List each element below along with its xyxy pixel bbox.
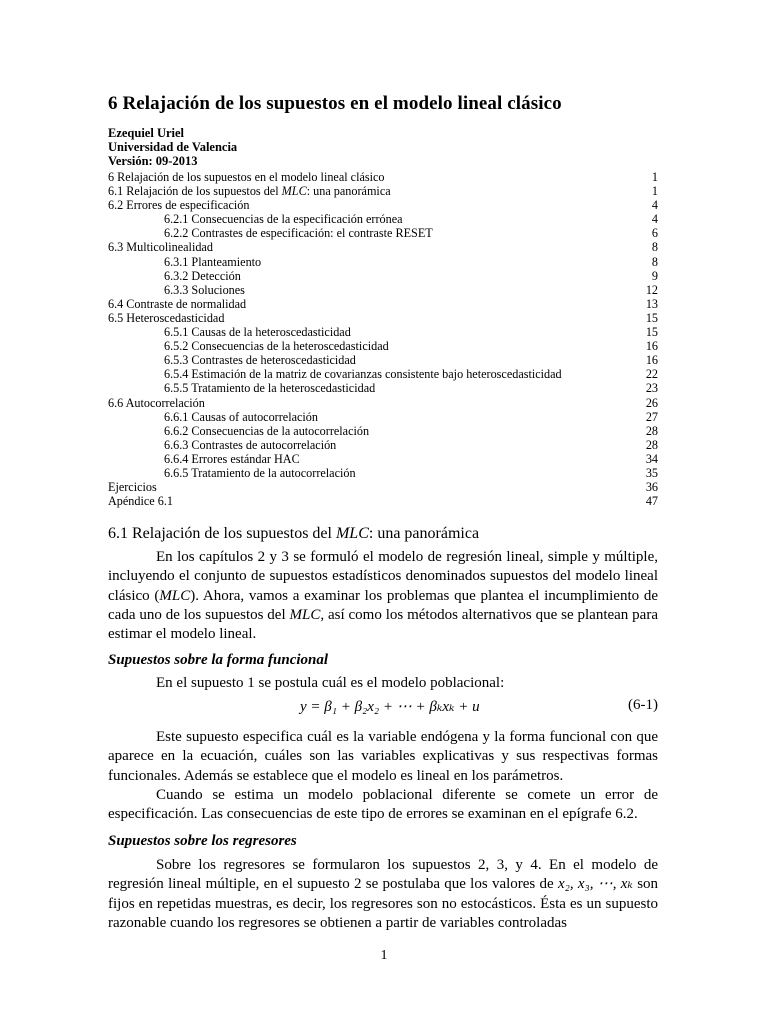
subheading-regressors: Supuestos sobre los regresores — [108, 833, 297, 849]
toc-entry-page: 4 — [651, 198, 658, 213]
toc-entry-label: 6.3 Multicolinealidad — [108, 240, 213, 255]
toc-entry-label: 6.4 Contraste de normalidad — [108, 296, 247, 311]
toc-entry[interactable] — [108, 410, 658, 424]
toc-entry[interactable] — [108, 339, 658, 353]
equation-number: (6-1) — [628, 697, 658, 713]
toc-entry-page: 28 — [645, 423, 658, 438]
toc-entry-page: 22 — [645, 367, 658, 382]
toc-entry-label: 6.6.3 Contrastes de autocorrelación — [164, 437, 337, 452]
toc-entry[interactable] — [108, 396, 658, 410]
toc-entry-label: 6.6.4 Errores estándar HAC — [164, 451, 300, 466]
toc-entry-label: 6.5.2 Consecuencias de la heteroscedasticidad — [164, 339, 389, 354]
toc-entry-page: 16 — [645, 353, 658, 368]
toc-entry-label: 6.2.2 Contrastes de especificación: el contraste RESET — [164, 226, 433, 241]
toc-entry[interactable] — [108, 311, 658, 325]
paragraph-spec-error: Cuando se estima un modelo poblacional diferente se comete un error de especificación. Las consecuencias de este tipo de errores se examinan en el epígrafe 6.2. — [108, 787, 658, 823]
toc-entry[interactable] — [108, 480, 658, 494]
equation-6-1 — [108, 697, 658, 717]
toc-entry-page: 4 — [651, 212, 658, 227]
section-heading: 6.1 Relajación de los supuestos del MLC: una panorámica — [108, 525, 480, 542]
toc-entry-label: 6.5.3 Contrastes de heteroscedasticidad — [164, 353, 356, 368]
toc-entry-label: 6.5.4 Estimación de la matriz de covarianzas consistente bajo heteroscedasticidad — [164, 367, 562, 382]
toc-entry-label: 6.6 Autocorrelación — [108, 395, 205, 410]
toc-entry-label: 6.5 Heteroscedasticidad — [108, 310, 225, 325]
toc-entry[interactable] — [108, 494, 658, 508]
toc-entry-page: 47 — [645, 494, 658, 509]
toc-entry[interactable] — [108, 353, 658, 367]
toc-entry-label: 6.6.2 Consecuencias de la autocorrelación — [164, 423, 370, 438]
toc-entry-page: 9 — [651, 268, 658, 283]
toc-entry-page: 6 — [651, 226, 658, 241]
toc-entry-label: Ejercicios — [108, 480, 157, 495]
toc-entry-label: 6.3.1 Planteamiento — [164, 254, 262, 269]
toc-entry-label: 6 Relajación de los supuestos en el modelo lineal clásico — [108, 170, 385, 184]
toc-entry-page: 15 — [645, 310, 658, 325]
toc-entry-page: 26 — [645, 395, 658, 410]
inline-math-regressors: x₂, x₃, ⋯, xₖ — [557, 876, 633, 893]
toc-entry-label: 6.3.2 Detección — [164, 268, 241, 283]
toc-entry-page: 36 — [645, 480, 658, 495]
toc-entry-page: 13 — [645, 296, 658, 311]
toc-entry-label: 6.2.1 Consecuencias de la especificación errónea — [164, 212, 403, 227]
page-number: 1 — [380, 948, 388, 963]
toc-entry-label: 6.5.1 Causas de la heteroscedasticidad — [164, 325, 351, 340]
toc-entry-page: 8 — [651, 240, 658, 255]
toc-entry-label: 6.2 Errores de especificación — [108, 198, 250, 213]
toc-entry-label: 6.3.3 Soluciones — [164, 282, 245, 297]
toc-entry-page: 34 — [645, 451, 658, 466]
intro-paragraph: En los capítulos 2 y 3 se formuló el modelo de regresión lineal, simple y múltiple, incluyendo el conjunto de supuestos estadísticos denominados supuestos del modelo lineal clásico (MLC). Ahora, vamos a examinar los problemas que plantea el incumplimiento de cada uno de los supuestos del MLC, así como los métodos alternativos que se plantean para estimar el modelo lineal. — [108, 549, 658, 643]
toc-entry[interactable] — [108, 452, 658, 466]
toc-entry-label: 6.6.5 Tratamiento de la autocorrelación — [164, 465, 356, 480]
toc-entry-label: 6.5.5 Tratamiento de la heteroscedasticidad — [164, 381, 376, 396]
toc-entry-label: 6.6.1 Causas of autocorrelación — [164, 409, 318, 424]
equation-formula: y = β₁ + β₂x₂ + ⋯ + βₖxₖ + u — [300, 699, 480, 715]
toc-entry[interactable] — [108, 297, 658, 311]
toc-entry[interactable] — [108, 325, 658, 339]
toc-entry-page: 12 — [645, 282, 658, 297]
toc-entry[interactable] — [108, 438, 658, 452]
toc-entry-label: Apéndice 6.1 — [108, 494, 173, 509]
paragraph-assumption-spec: Este supuesto especifica cuál es la variable endógena y la forma funcional con que aparece en la ecuación, cuáles son las variables explicativas y sus respectivas formas funcionales. Además se establece que el modelo es lineal en los parámetros. — [108, 729, 658, 784]
toc-entry-page: 16 — [645, 339, 658, 354]
toc-entry-page: 1 — [651, 184, 658, 199]
author: Ezequiel Uriel — [108, 126, 185, 140]
toc-entry-page: 15 — [645, 325, 658, 340]
toc-entry[interactable] — [108, 466, 658, 480]
toc-entry-page: 28 — [645, 437, 658, 452]
paragraph-population-model: En el supuesto 1 se postula cuál es el modelo poblacional: — [156, 675, 505, 691]
toc-entry[interactable] — [108, 240, 658, 254]
toc-entry[interactable] — [108, 212, 658, 226]
paragraph-regressors: Sobre los regresores se formularon los supuestos 2, 3, y 4. En el modelo de regresión lineal múltiple, en el supuesto 2 se postulaba que los valores de x₂, x₃, ⋯, xₖ son fijos en repetidas muestras, es decir, los regresores son no estocásticos. Ésta es un supuesto razonable cuando los regresores se obtienen a partir de variables controladas — [108, 857, 659, 931]
toc-entry[interactable] — [108, 184, 658, 198]
version: Versión: 09-2013 — [108, 154, 198, 168]
toc-entry[interactable] — [108, 381, 658, 395]
toc-entry-label: 6.1 Relajación de los supuestos del MLC: una panorámica — [108, 184, 391, 199]
toc-entry-page: 23 — [645, 381, 658, 396]
toc-entry[interactable] — [108, 170, 658, 184]
chapter-title: 6 Relajación de los supuestos en el modelo lineal clásico — [108, 93, 562, 114]
toc-entry[interactable] — [108, 424, 658, 438]
toc-entry-page: 1 — [651, 170, 658, 184]
table-of-contents — [108, 170, 658, 508]
toc-entry-page: 8 — [651, 254, 658, 269]
toc-entry[interactable] — [108, 198, 658, 212]
toc-entry-page: 35 — [645, 465, 658, 480]
subheading-functional-form: Supuestos sobre la forma funcional — [108, 652, 329, 668]
toc-entry[interactable] — [108, 269, 658, 283]
toc-entry-page: 27 — [645, 409, 658, 424]
affiliation: Universidad de Valencia — [108, 140, 238, 154]
toc-entry[interactable] — [108, 226, 658, 240]
toc-entry[interactable] — [108, 367, 658, 381]
toc-entry[interactable] — [108, 255, 658, 269]
toc-entry[interactable] — [108, 283, 658, 297]
